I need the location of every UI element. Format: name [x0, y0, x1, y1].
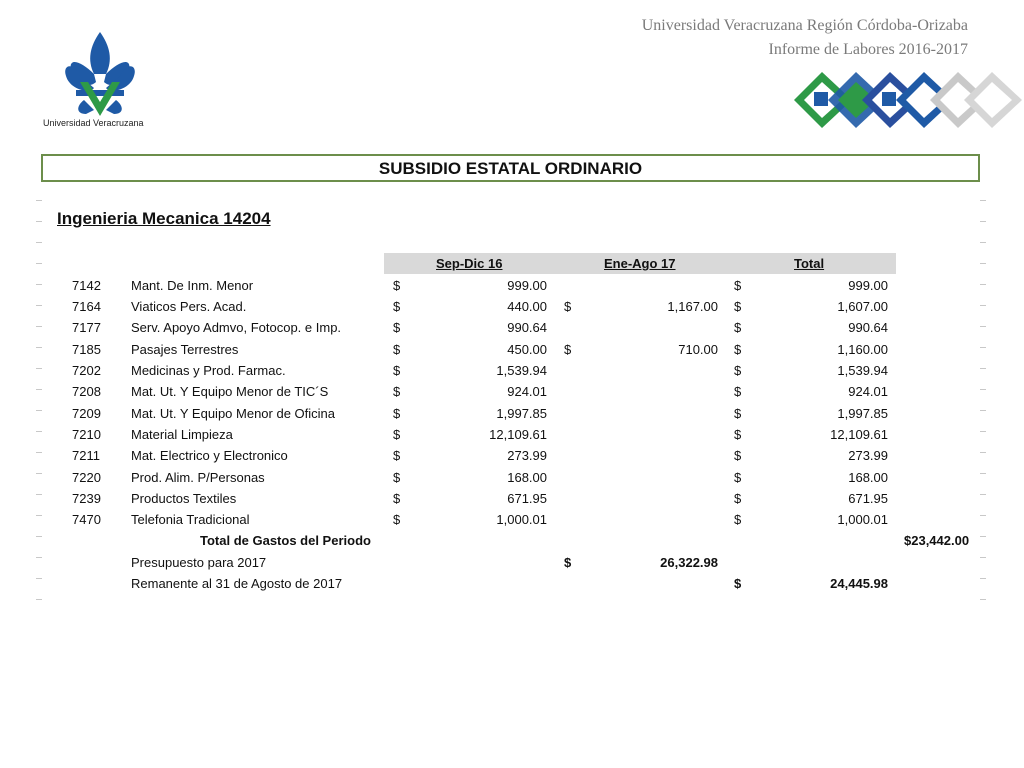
row-value-total: 671.95	[848, 491, 888, 506]
row-code: 7164	[72, 299, 101, 314]
budget-currency: $	[564, 555, 572, 570]
remaining-label: Remanente al 31 de Agosto de 2017	[131, 576, 343, 591]
row-value-ene-ago: 1,167.00	[667, 299, 718, 314]
total-row	[0, 533, 1024, 554]
row-concept: Medicinas y Prod. Farmac.	[131, 363, 286, 378]
row-value-total: 12,109.61	[830, 427, 888, 442]
row-code: 7208	[72, 384, 101, 399]
budget-value: 26,322.98	[660, 555, 718, 570]
table-row	[0, 299, 1024, 320]
row-concept: Telefonia Tradicional	[131, 512, 250, 527]
row-value-sep-dic: 168.00	[507, 470, 547, 485]
row-value-total: 1,160.00	[837, 342, 888, 357]
row-currency-3: $	[734, 278, 742, 293]
row-currency-3: $	[734, 512, 742, 527]
row-currency-1: $	[393, 299, 401, 314]
row-currency-3: $	[734, 491, 742, 506]
row-value-total: 1,997.85	[837, 406, 888, 421]
row-currency-1: $	[393, 278, 401, 293]
row-currency-3: $	[734, 427, 742, 442]
table-row	[0, 320, 1024, 341]
column-header-ene-ago: Ene-Ago 17	[604, 256, 676, 271]
row-value-total: 168.00	[848, 470, 888, 485]
row-value-total: 990.64	[848, 320, 888, 335]
row-value-ene-ago: 710.00	[678, 342, 718, 357]
row-value-sep-dic: 1,997.85	[496, 406, 547, 421]
region-chevron-graphic-icon	[794, 64, 1024, 136]
row-currency-1: $	[393, 491, 401, 506]
row-currency-1: $	[393, 384, 401, 399]
table-row	[0, 278, 1024, 299]
row-value-sep-dic: 999.00	[507, 278, 547, 293]
row-code: 7177	[72, 320, 101, 335]
row-value-total: 1,607.00	[837, 299, 888, 314]
row-currency-1: $	[393, 342, 401, 357]
table-row	[0, 342, 1024, 363]
row-value-sep-dic: 273.99	[507, 448, 547, 463]
row-concept: Pasajes Terrestres	[131, 342, 239, 357]
row-currency-2: $	[564, 342, 572, 357]
row-currency-1: $	[393, 512, 401, 527]
table-row	[0, 427, 1024, 448]
row-value-sep-dic: 1,000.01	[496, 512, 547, 527]
row-concept: Serv. Apoyo Admvo, Fotocop. e Imp.	[131, 320, 342, 335]
row-currency-3: $	[734, 363, 742, 378]
total-label: Total de Gastos del Periodo	[200, 533, 371, 548]
logo-caption: Universidad Veracruzana	[43, 118, 144, 128]
row-currency-3: $	[734, 299, 742, 314]
row-code: 7210	[72, 427, 101, 442]
row-currency-1: $	[393, 427, 401, 442]
row-currency-3: $	[734, 320, 742, 335]
row-concept: Mant. De Inm. Menor	[131, 278, 254, 293]
row-currency-1: $	[393, 470, 401, 485]
row-code: 7142	[72, 278, 101, 293]
row-currency-1: $	[393, 406, 401, 421]
row-value-total: 999.00	[848, 278, 888, 293]
table-row	[0, 512, 1024, 533]
row-currency-1: $	[393, 320, 401, 335]
row-concept: Mat. Electrico y Electronico	[131, 448, 288, 463]
total-value: $23,442.00	[904, 533, 970, 548]
row-value-total: 924.01	[848, 384, 888, 399]
row-concept: Mat. Ut. Y Equipo Menor de TIC´S	[131, 384, 329, 399]
header-line-2: Informe de Labores 2016-2017	[768, 41, 968, 58]
report-header	[642, 14, 968, 62]
table-row	[0, 406, 1024, 427]
uv-flor-de-lis-logo-icon	[40, 30, 160, 130]
row-currency-3: $	[734, 470, 742, 485]
row-value-total: 273.99	[848, 448, 888, 463]
row-currency-1: $	[393, 363, 401, 378]
remaining-row	[0, 576, 1024, 597]
row-value-total: 1,539.94	[837, 363, 888, 378]
table-row	[0, 363, 1024, 384]
row-value-sep-dic: 12,109.61	[489, 427, 547, 442]
budget-label: Presupuesto para 2017	[131, 555, 267, 570]
row-value-sep-dic: 440.00	[507, 299, 547, 314]
row-concept: Mat. Ut. Y Equipo Menor de Oficina	[131, 406, 336, 421]
row-value-sep-dic: 1,539.94	[496, 363, 547, 378]
table-row	[0, 470, 1024, 491]
row-code: 7185	[72, 342, 101, 357]
remaining-value: 24,445.98	[830, 576, 888, 591]
row-currency-3: $	[734, 342, 742, 357]
row-value-sep-dic: 924.01	[507, 384, 547, 399]
row-currency-3: $	[734, 384, 742, 399]
section-title: Ingenieria Mecanica 14204	[57, 209, 271, 228]
row-code: 7209	[72, 406, 101, 421]
row-value-total: 1,000.01	[837, 512, 888, 527]
remaining-currency: $	[734, 576, 742, 591]
row-value-sep-dic: 671.95	[507, 491, 547, 506]
banner-title: SUBSIDIO ESTATAL ORDINARIO	[41, 154, 980, 182]
budget-row	[0, 555, 1024, 576]
row-concept: Prod. Alim. P/Personas	[131, 470, 265, 485]
row-code: 7470	[72, 512, 101, 527]
table-row	[0, 384, 1024, 405]
row-code: 7239	[72, 491, 101, 506]
row-code: 7220	[72, 470, 101, 485]
row-code: 7202	[72, 363, 101, 378]
row-currency-3: $	[734, 406, 742, 421]
header-line-1: Universidad Veracruzana Región Córdoba-Orizaba	[641, 17, 968, 34]
table-row	[0, 448, 1024, 469]
table-row	[0, 491, 1024, 512]
column-header-total: Total	[794, 256, 825, 271]
row-currency-2: $	[564, 299, 572, 314]
row-concept: Viaticos Pers. Acad.	[131, 299, 247, 314]
row-concept: Productos Textiles	[131, 491, 237, 506]
row-concept: Material Limpieza	[131, 427, 233, 442]
row-currency-3: $	[734, 448, 742, 463]
row-value-sep-dic: 990.64	[507, 320, 547, 335]
row-code: 7211	[72, 448, 100, 463]
row-value-sep-dic: 450.00	[507, 342, 547, 357]
column-header-sep-dic: Sep-Dic 16	[436, 256, 503, 271]
row-currency-1: $	[393, 448, 401, 463]
